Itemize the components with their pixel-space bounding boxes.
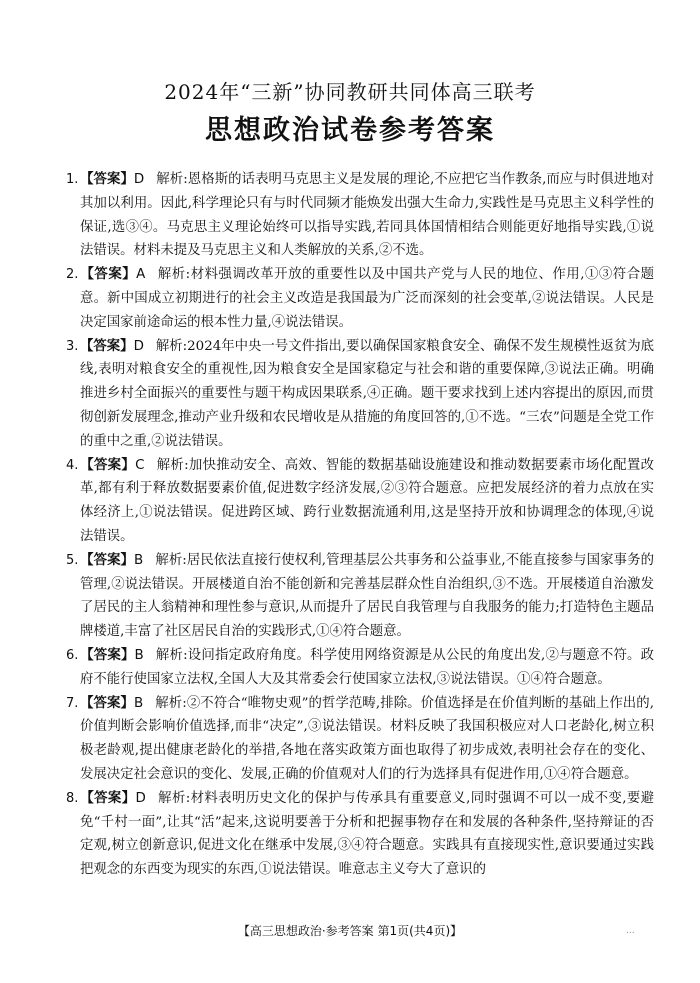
answer-explanation: 解析:材料表明历史文化的保护与传承具有重要意义,同时强调不可以一成不变,要避免“千村一面”,让其“活”起来,这说明要善于分析和把握事物存在和发展的各种条件,坚持辩证的否定观,树立创新意识,促进文化在继承中发展,③④符合题意。实践具有直接现实性,意识要通过实践把观念的东西变为现实的东西,①说法错误。唯意志主义夸大了意识的 (80, 790, 655, 878)
answer-tag: 【答案】 (80, 457, 136, 473)
answer-number: 8. (66, 790, 79, 806)
answer-explanation: 解析:2024年中央一号文件指出,要以确保国家粮食安全、确保不发生规模性返贫为底线,表明对粮食安全的重视性,因为粮食安全是国家稳定与社会和谐的重要保障,③说法正确。明确推进乡村全面振兴的重要性与题干构成因果联系,④正确。题干要求找到上述内容提出的原因,而贯彻创新发展理念,推动产业升级和农民增收是从措施的角度回答的,①不选。“三农”问题是全党工作的重中之重,②说法错误。 (80, 338, 654, 449)
answer-explanation: 解析:恩格斯的话表明马克思主义是发展的理论,不应把它当作教条,而应与时俱进地对其加以利用。因此,科学理论只有与时代同频才能焕发出强大生命力,实践性是马克思主义科学性的保证,选③④。马克思主义理论始终可以指导实践,若同具体国情相结合则能更好地指导实践,①说法错误。材料未提及马克思主义和人类解放的关系,②不选。 (80, 172, 655, 259)
answer-item-8 (66, 787, 654, 882)
answer-tag: 【答案】 (80, 267, 137, 283)
document-title: 思想政治试卷参考答案 (205, 115, 495, 146)
answer-letter: B (134, 552, 144, 568)
page-footer: 【高三思想政治·参考答案 第1页(共4页)】 (237, 924, 463, 938)
answer-letter: C (135, 457, 145, 473)
answer-item-7 (66, 692, 654, 787)
exam-title: 2024年“三新”协同教研共同体高三联考 (164, 80, 536, 104)
answer-letter: B (134, 647, 144, 663)
answer-number: 7. (66, 695, 79, 711)
answer-explanation: 解析:居民依法直接行使权利,管理基层公共事务和公益事业,不能直接参与国家事务的管理,②说法错误。开展楼道自治不能创新和完善基层群众性自治组织,③不选。开展楼道自治激发了居民的主人翁精神和理性参与意识,从而提升了居民自我管理与自我服务的能力;打造特色主题品牌楼道,丰富了社区居民自治的实践形式,①④符合题意。 (80, 552, 655, 640)
answer-item-4 (66, 454, 654, 549)
answer-tag: 【答案】 (80, 647, 135, 663)
answer-letter: A (136, 267, 146, 283)
answer-list (66, 168, 654, 882)
answer-item-1 (66, 168, 654, 263)
answer-number: 3. (66, 338, 79, 354)
answer-explanation: 解析:加快推动安全、高效、智能的数据基础设施建设和推动数据要素市场化配置改革,都有利于释放数据要素价值,促进数字经济发展,②③符合题意。应把发展经济的着力点放在实体经济上,①说法错误。促进跨区域、跨行业数据流通利用,这是坚持开放和协调理念的体现,④说法错误。 (80, 457, 655, 544)
answer-tag: 【答案】 (80, 338, 134, 354)
answer-tag: 【答案】 (80, 695, 134, 711)
answer-explanation: 解析:设问指定政府角度。科学使用网络资源是从公民的角度出发,②与题意不符。政府不能行使国家立法权,全国人大及其常委会行使国家立法权,③说法错误。①④符合题意。 (80, 647, 655, 687)
answer-letter: B (134, 695, 144, 711)
answer-letter: D (133, 172, 145, 187)
answer-letter: D (133, 338, 144, 354)
answer-number: 5. (66, 552, 79, 568)
answer-item-6 (66, 644, 654, 692)
answer-number: 6. (66, 647, 79, 663)
corner-mark: ... (626, 926, 635, 936)
answer-tag: 【答案】 (80, 172, 134, 187)
answer-number: 2. (66, 267, 79, 283)
answer-item-5 (66, 549, 654, 644)
answer-explanation: 解析:材料强调改革开放的重要性以及中国共产党与人民的地位、作用,①③符合题意。新中国成立初期进行的社会主义改造是我国最为广泛而深刻的社会变革,②说法错误。人民是决定国家前途命运的根本性力量,④说法错误。 (80, 267, 655, 330)
answer-item-2 (66, 263, 654, 334)
answer-explanation: 解析:②不符合“唯物史观”的哲学范畴,排除。价值选择是在价值判断的基础上作出的,价值判断会影响价值选择,而非“决定”,③说法错误。材料反映了我国积极应对人口老龄化,树立积极老龄观,提出健康老龄化的举措,各地在落实政策方面也取得了初步成效,表明社会存在的变化、发展决定社会意识的变化、发展,正确的价值观对人们的行为选择具有促进作用,①④符合题意。 (80, 695, 655, 782)
answer-item-3 (66, 335, 654, 454)
answer-letter: D (135, 790, 146, 806)
answer-tag: 【答案】 (80, 552, 135, 568)
answer-number: 4. (66, 457, 79, 473)
answer-number: 1. (66, 172, 79, 187)
answer-tag: 【答案】 (80, 790, 136, 806)
